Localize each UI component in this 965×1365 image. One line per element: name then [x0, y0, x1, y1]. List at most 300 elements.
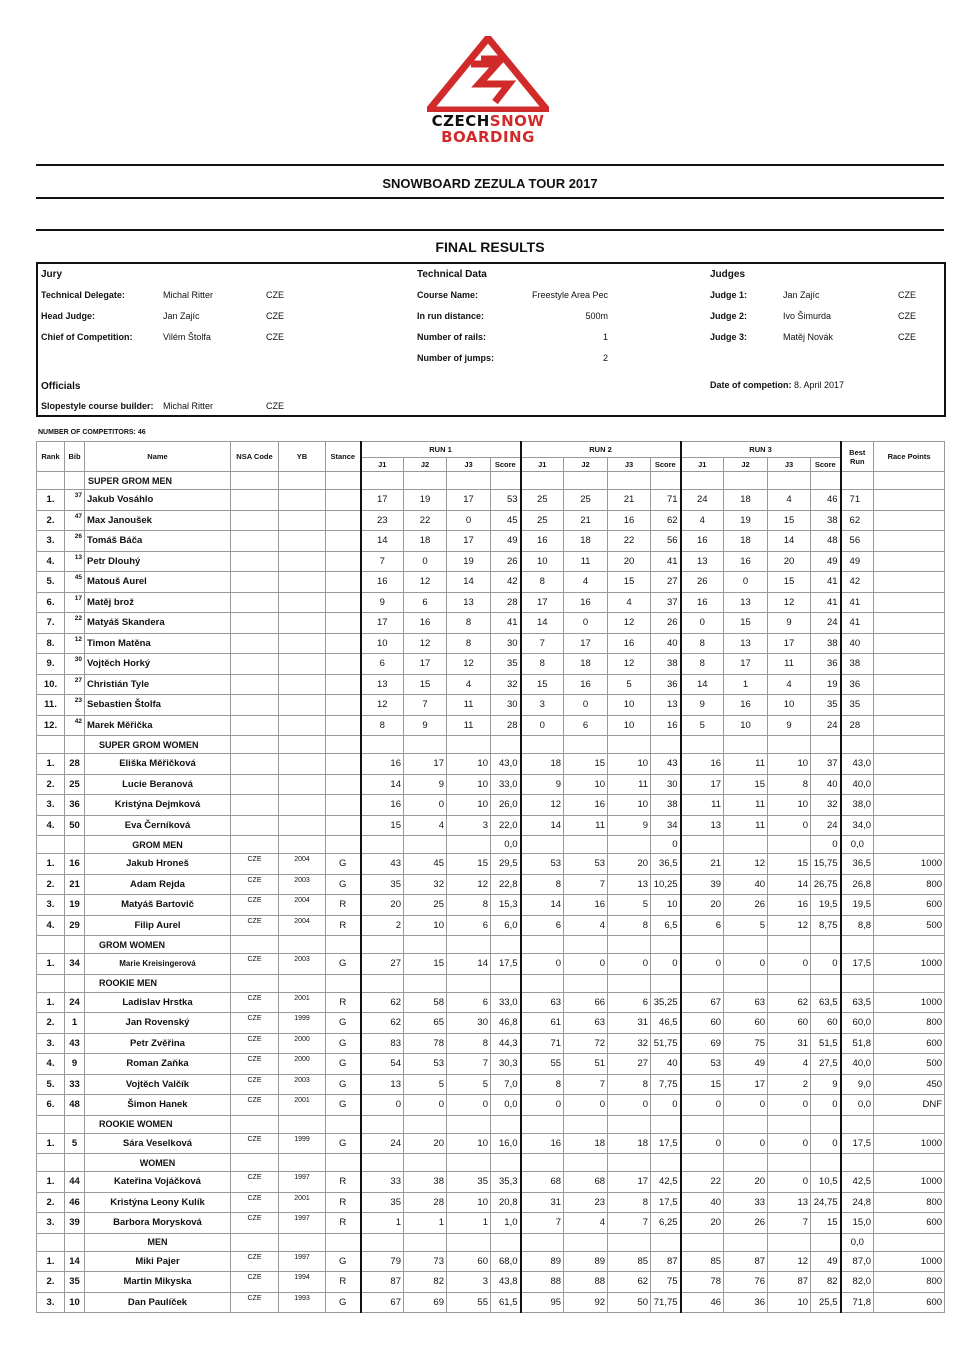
stance-cell — [326, 654, 361, 675]
category-row — [37, 1154, 945, 1172]
judge-score: 40 — [724, 874, 768, 895]
rank-cell: 3. — [37, 531, 65, 552]
table-row — [37, 531, 945, 552]
judge-score: 4 — [768, 674, 811, 695]
bib-cell: 9 — [65, 1054, 85, 1075]
athlete-name: Dan Paulíček — [85, 1292, 231, 1313]
rank-cell — [37, 1154, 65, 1172]
year-born: 1993 — [279, 1292, 326, 1313]
table-row — [37, 954, 945, 975]
run-score: 46,8 — [491, 1013, 521, 1034]
bib-cell — [65, 936, 85, 954]
run-score: 1,0 — [491, 1213, 521, 1234]
judge-score: 60 — [768, 1013, 811, 1034]
empty-cell — [564, 1115, 608, 1133]
rank-cell: 10. — [37, 674, 65, 695]
judge-score: 20 — [404, 1133, 447, 1154]
best-run: 63,5 — [841, 992, 874, 1013]
judge-score: 5 — [447, 1074, 491, 1095]
bib-cell: 28 — [65, 754, 85, 775]
table-row — [37, 1013, 945, 1034]
empty-cell — [651, 472, 681, 490]
year-born — [279, 531, 326, 552]
run-score: 35,3 — [491, 1172, 521, 1193]
rank-cell: 5. — [37, 572, 65, 593]
judge-score: 87 — [768, 1272, 811, 1293]
empty-cell — [521, 1115, 564, 1133]
judge-score: 17 — [361, 613, 404, 634]
run-score: 13 — [651, 695, 681, 716]
logo-text-boarding: BOARDING — [441, 128, 535, 146]
run-score: 32 — [491, 674, 521, 695]
stance-cell — [326, 551, 361, 572]
judge-score: 60 — [724, 1013, 768, 1034]
judge-score: 28 — [404, 1192, 447, 1213]
athlete-name: Sára Veselková — [85, 1133, 231, 1154]
run-score: 0 — [651, 1095, 681, 1116]
run-score: 38 — [651, 795, 681, 816]
nsa-code: CZE — [231, 854, 279, 875]
empty-cell — [326, 974, 361, 992]
empty-cell — [651, 936, 681, 954]
table-row — [37, 654, 945, 675]
judge-score: 14 — [521, 815, 564, 836]
judge-score: 67 — [361, 1292, 404, 1313]
judge-score: 25 — [404, 895, 447, 916]
run-score: 61,5 — [491, 1292, 521, 1313]
race-points — [874, 551, 945, 572]
judge-score: 0 — [564, 1095, 608, 1116]
judge-score: 0 — [681, 954, 724, 975]
run-score: 36 — [811, 654, 841, 675]
run-score: 0 — [811, 1095, 841, 1116]
judge-score: 87 — [361, 1272, 404, 1293]
empty-cell — [724, 736, 768, 754]
empty-cell — [724, 836, 768, 854]
empty-cell — [608, 736, 651, 754]
judge-score: 10 — [768, 695, 811, 716]
stance-cell: G — [326, 1033, 361, 1054]
judge-score: 63 — [521, 992, 564, 1013]
run-score: 15,3 — [491, 895, 521, 916]
athlete-name: Jakub Vosáhlo — [85, 490, 231, 511]
header-j3: J3 — [768, 458, 811, 472]
nsa-code: CZE — [231, 1213, 279, 1234]
rank-cell: 12. — [37, 715, 65, 736]
judge-score: 8 — [521, 572, 564, 593]
run-score: 40 — [651, 1054, 681, 1075]
stance-cell: R — [326, 992, 361, 1013]
year-born: 1994 — [279, 1272, 326, 1293]
best-run: 40 — [841, 633, 874, 654]
bib-cell: 44 — [65, 1172, 85, 1193]
judge-key: Judge 2: — [710, 311, 748, 321]
judge-score: 12 — [608, 613, 651, 634]
table-row — [37, 874, 945, 895]
stance-cell: G — [326, 1054, 361, 1075]
judge-score: 17 — [681, 774, 724, 795]
judge-score: 89 — [564, 1251, 608, 1272]
athlete-name: Sebastien Štolfa — [85, 695, 231, 716]
best-run: 56 — [841, 531, 874, 552]
race-points: 600 — [874, 1213, 945, 1234]
judge-score: 8 — [361, 715, 404, 736]
best-run: 0,0 — [841, 836, 874, 854]
year-born: 2004 — [279, 895, 326, 916]
judge-score: 11 — [608, 774, 651, 795]
bib-cell: 34 — [65, 954, 85, 975]
run-score: 87 — [651, 1251, 681, 1272]
run-score: 38 — [651, 654, 681, 675]
judge-score: 0 — [564, 954, 608, 975]
judge-score: 65 — [404, 1013, 447, 1034]
empty-cell — [361, 1115, 404, 1133]
run-score: 24,75 — [811, 1192, 841, 1213]
run-score: 44,3 — [491, 1033, 521, 1054]
run-score: 68,0 — [491, 1251, 521, 1272]
czech-snowboarding-logo — [418, 36, 558, 148]
empty-cell — [231, 736, 279, 754]
empty-cell — [279, 936, 326, 954]
judge-score: 20 — [361, 895, 404, 916]
year-born — [279, 551, 326, 572]
judge-score: 15 — [724, 613, 768, 634]
technical-key: In run distance: — [417, 311, 485, 321]
run-score: 24 — [811, 715, 841, 736]
empty-cell — [231, 936, 279, 954]
judge-score: 7 — [521, 1213, 564, 1234]
judge-score: 10 — [608, 795, 651, 816]
run-score: 26,0 — [491, 795, 521, 816]
judge-score: 85 — [608, 1251, 651, 1272]
technical-value: Freestyle Area Pec — [532, 290, 609, 300]
run-score: 63,5 — [811, 992, 841, 1013]
run-score: 35,25 — [651, 992, 681, 1013]
best-run: 82,0 — [841, 1272, 874, 1293]
judge-score: 16 — [681, 531, 724, 552]
judge-score: 6 — [681, 915, 724, 936]
bib-cell: 29 — [65, 915, 85, 936]
judge-score: 2 — [361, 915, 404, 936]
empty-cell — [608, 936, 651, 954]
race-points: 800 — [874, 1013, 945, 1034]
judge-score: 11 — [724, 795, 768, 816]
table-row — [37, 795, 945, 816]
run-score: 6,25 — [651, 1213, 681, 1234]
run-score: 34 — [651, 815, 681, 836]
bib-cell: 16 — [65, 854, 85, 875]
empty-cell — [491, 936, 521, 954]
bib-cell: 30 — [65, 654, 85, 675]
judge-score: 15 — [521, 674, 564, 695]
judge-score: 18 — [521, 754, 564, 775]
athlete-name: Eva Černíková — [85, 815, 231, 836]
judge-score: 0 — [521, 954, 564, 975]
category-label: MEN — [85, 1233, 231, 1251]
nsa-code — [231, 654, 279, 675]
table-row — [37, 1192, 945, 1213]
results-table — [36, 441, 945, 1313]
judge-score: 17 — [404, 754, 447, 775]
judge-score: 0 — [404, 795, 447, 816]
judge-score: 16 — [564, 592, 608, 613]
table-row — [37, 572, 945, 593]
run-score: 22,8 — [491, 874, 521, 895]
empty-cell — [491, 974, 521, 992]
bib-cell: 50 — [65, 815, 85, 836]
athlete-name: Matěj brož — [85, 592, 231, 613]
judge-score: 21 — [608, 490, 651, 511]
judge-score: 7 — [404, 695, 447, 716]
run-score: 40 — [811, 774, 841, 795]
athlete-name: Martin Mikyska — [85, 1272, 231, 1293]
bib-cell: 43 — [65, 1033, 85, 1054]
table-row — [37, 1272, 945, 1293]
empty-cell — [491, 736, 521, 754]
logo-mark-icon — [427, 36, 549, 112]
judge-score: 16 — [404, 613, 447, 634]
athlete-name: Matyáš Bartovič — [85, 895, 231, 916]
stance-cell: R — [326, 1192, 361, 1213]
table-row — [37, 992, 945, 1013]
technical-key: Course Name: — [417, 290, 479, 300]
judge-score: 17 — [361, 490, 404, 511]
judge-score: 11 — [447, 695, 491, 716]
race-points: 1000 — [874, 954, 945, 975]
race-points: 1000 — [874, 1172, 945, 1193]
run-score: 28 — [491, 715, 521, 736]
officials-heading: Officials — [41, 381, 81, 392]
jury-key: Head Judge: — [41, 311, 96, 321]
stance-cell: R — [326, 895, 361, 916]
judge-score: 16 — [361, 795, 404, 816]
date-value: 8. April 2017 — [794, 380, 845, 390]
header-j3: J3 — [447, 458, 491, 472]
empty-cell — [279, 472, 326, 490]
empty-cell — [326, 936, 361, 954]
athlete-name: Matyáš Skandera — [85, 613, 231, 634]
judge-score: 13 — [447, 592, 491, 613]
judge-score: 16 — [361, 572, 404, 593]
run-score: 30 — [491, 695, 521, 716]
category-row — [37, 472, 945, 490]
divider — [36, 229, 944, 231]
judge-score: 13 — [608, 874, 651, 895]
empty-cell — [681, 736, 724, 754]
empty-cell — [841, 974, 874, 992]
race-points: 600 — [874, 1292, 945, 1313]
rank-cell: 3. — [37, 1213, 65, 1234]
bib-cell — [65, 974, 85, 992]
empty-cell — [874, 836, 945, 854]
nsa-code — [231, 510, 279, 531]
year-born — [279, 695, 326, 716]
empty-cell — [361, 472, 404, 490]
run-score: 41 — [491, 613, 521, 634]
judge-score: 12 — [608, 654, 651, 675]
judge-score: 31 — [608, 1013, 651, 1034]
bib-cell: 10 — [65, 1292, 85, 1313]
nsa-code: CZE — [231, 1054, 279, 1075]
table-row — [37, 551, 945, 572]
best-run: 26,8 — [841, 874, 874, 895]
empty-cell — [608, 836, 651, 854]
year-born: 2001 — [279, 1095, 326, 1116]
empty-cell — [404, 1154, 447, 1172]
year-born — [279, 754, 326, 775]
judge-score: 0 — [564, 613, 608, 634]
run-score: 20,8 — [491, 1192, 521, 1213]
logo-text-czech: CZECH — [431, 112, 490, 130]
run-score: 35 — [491, 654, 521, 675]
nsa-code: CZE — [231, 874, 279, 895]
rank-cell: 4. — [37, 815, 65, 836]
run-score: 0,0 — [491, 836, 521, 854]
nsa-code — [231, 674, 279, 695]
bib-cell: 1 — [65, 1013, 85, 1034]
judge-score: 72 — [564, 1033, 608, 1054]
judge-score: 15 — [681, 1074, 724, 1095]
rank-cell — [37, 736, 65, 754]
run-score: 46 — [811, 490, 841, 511]
judge-score: 9 — [521, 774, 564, 795]
judge-score: 62 — [361, 992, 404, 1013]
bib-cell — [65, 1115, 85, 1133]
nsa-code: CZE — [231, 1133, 279, 1154]
jury-heading: Jury — [41, 269, 63, 280]
judge-score: 14 — [681, 674, 724, 695]
athlete-name: Barbora Morysková — [85, 1213, 231, 1234]
empty-cell — [447, 472, 491, 490]
rank-cell: 7. — [37, 613, 65, 634]
nsa-code: CZE — [231, 1095, 279, 1116]
empty-cell — [521, 736, 564, 754]
judge-nat: CZE — [898, 290, 916, 300]
rank-cell: 9. — [37, 654, 65, 675]
empty-cell — [491, 1115, 521, 1133]
run-score: 28 — [491, 592, 521, 613]
category-row — [37, 974, 945, 992]
judge-score: 17 — [724, 1074, 768, 1095]
empty-cell — [404, 1115, 447, 1133]
race-points: 1000 — [874, 854, 945, 875]
bib-cell — [65, 736, 85, 754]
judge-score: 1 — [361, 1213, 404, 1234]
header-run-2: RUN 2 — [521, 442, 681, 458]
category-label: ROOKIE MEN — [85, 974, 231, 992]
run-score: 16,0 — [491, 1133, 521, 1154]
judge-score: 10 — [768, 1292, 811, 1313]
bib-cell: 5 — [65, 1133, 85, 1154]
judge-score: 58 — [404, 992, 447, 1013]
run-score: 33,0 — [491, 992, 521, 1013]
run-score: 6,5 — [651, 915, 681, 936]
judge-score: 7 — [768, 1213, 811, 1234]
competitors-count: NUMBER OF COMPETITORS: 46 — [38, 429, 146, 436]
race-points — [874, 592, 945, 613]
nsa-code: CZE — [231, 1172, 279, 1193]
year-born — [279, 633, 326, 654]
empty-cell — [564, 936, 608, 954]
judge-score: 7 — [447, 1054, 491, 1075]
judge-score: 21 — [564, 510, 608, 531]
judge-score: 1 — [447, 1213, 491, 1234]
judge-score: 24 — [361, 1133, 404, 1154]
race-points: 800 — [874, 1192, 945, 1213]
nsa-code — [231, 572, 279, 593]
judge-score: 15 — [404, 674, 447, 695]
header-run-3: RUN 3 — [681, 442, 841, 458]
bib-cell: 24 — [65, 992, 85, 1013]
empty-cell — [491, 1154, 521, 1172]
judge-score: 12 — [404, 633, 447, 654]
empty-cell — [447, 936, 491, 954]
run-score: 60 — [811, 1013, 841, 1034]
judge-score: 12 — [447, 654, 491, 675]
judge-score: 11 — [724, 815, 768, 836]
table-row — [37, 633, 945, 654]
rank-cell: 6. — [37, 1095, 65, 1116]
athlete-name: Marie Kreisingerová — [85, 954, 231, 975]
race-points: 600 — [874, 1033, 945, 1054]
athlete-name: Petr Dlouhý — [85, 551, 231, 572]
judge-score: 15 — [768, 854, 811, 875]
empty-cell — [231, 1233, 279, 1251]
judge-score: 55 — [521, 1054, 564, 1075]
athlete-name: Lucie Beranová — [85, 774, 231, 795]
year-born: 2000 — [279, 1033, 326, 1054]
year-born: 2003 — [279, 874, 326, 895]
best-run: 17,5 — [841, 1133, 874, 1154]
best-run: 43,0 — [841, 754, 874, 775]
empty-cell — [326, 1154, 361, 1172]
judge-score: 13 — [361, 674, 404, 695]
empty-cell — [651, 736, 681, 754]
judge-score: 17 — [447, 531, 491, 552]
year-born: 1997 — [279, 1251, 326, 1272]
header-j1: J1 — [521, 458, 564, 472]
header-j1: J1 — [361, 458, 404, 472]
judge-name: Matěj Novák — [783, 332, 834, 342]
run-score: 71 — [651, 490, 681, 511]
bib-cell: 35 — [65, 1272, 85, 1293]
technical-key: Number of rails: — [417, 332, 487, 342]
athlete-name: Max Janoušek — [85, 510, 231, 531]
best-run: 71 — [841, 490, 874, 511]
judge-score: 18 — [564, 1133, 608, 1154]
race-points: 500 — [874, 1054, 945, 1075]
run-score: 46,5 — [651, 1013, 681, 1034]
divider — [36, 164, 944, 166]
judge-score: 20 — [681, 895, 724, 916]
judge-score: 46 — [681, 1292, 724, 1313]
run-score: 62 — [651, 510, 681, 531]
bib-cell: 36 — [65, 795, 85, 816]
run-score: 37 — [651, 592, 681, 613]
run-score: 30 — [651, 774, 681, 795]
judge-score: 8 — [608, 1074, 651, 1095]
rank-cell — [37, 836, 65, 854]
empty-cell — [564, 472, 608, 490]
category-label: SUPER GROM MEN — [85, 472, 231, 490]
run-score: 36,5 — [651, 854, 681, 875]
judge-score: 20 — [681, 1213, 724, 1234]
stance-cell: R — [326, 1213, 361, 1234]
table-row — [37, 715, 945, 736]
run-score: 10 — [651, 895, 681, 916]
best-run: 62 — [841, 510, 874, 531]
empty-cell — [724, 936, 768, 954]
